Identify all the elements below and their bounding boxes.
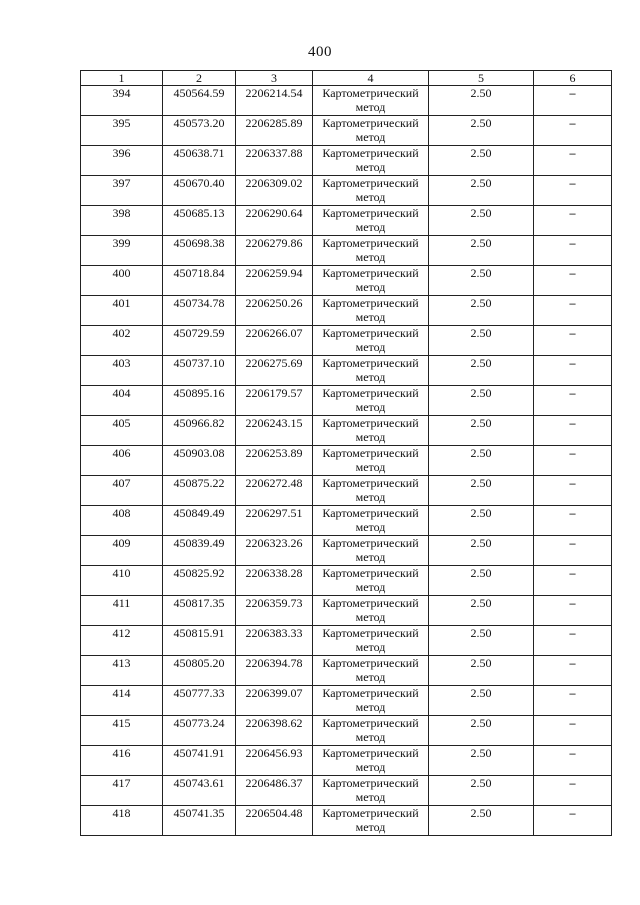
table-row (81, 86, 612, 116)
point-number-cell: 414 (81, 686, 163, 716)
point-number-cell: 401 (81, 296, 163, 326)
point-number-cell: 408 (81, 506, 163, 536)
method-cell (313, 386, 429, 416)
y-coordinate-cell: 2206179.57 (236, 386, 313, 416)
note-cell: – (534, 176, 612, 206)
method-line-2: метод (355, 730, 386, 744)
point-number-cell: 402 (81, 326, 163, 356)
table-row (81, 206, 612, 236)
note-cell: – (534, 806, 612, 836)
x-coordinate-cell: 450741.91 (163, 746, 236, 776)
table-body (81, 86, 612, 836)
note-cell: – (534, 536, 612, 566)
note-cell: – (534, 686, 612, 716)
method-line-1: Картометрический (322, 116, 419, 130)
y-coordinate-cell: 2206250.26 (236, 296, 313, 326)
point-number-cell: 398 (81, 206, 163, 236)
point-number-cell: 409 (81, 536, 163, 566)
point-number-cell: 412 (81, 626, 163, 656)
method-line-2: метод (355, 220, 386, 234)
point-number-cell: 399 (81, 236, 163, 266)
method-line-2: метод (355, 760, 386, 774)
x-coordinate-cell: 450903.08 (163, 446, 236, 476)
y-coordinate-cell: 2206359.73 (236, 596, 313, 626)
table-header (81, 71, 612, 86)
method-line-2: метод (355, 340, 386, 354)
point-number-cell: 405 (81, 416, 163, 446)
method-line-1: Картометрический (322, 536, 419, 550)
x-coordinate-cell: 450670.40 (163, 176, 236, 206)
note-cell: – (534, 776, 612, 806)
x-coordinate-cell: 450734.78 (163, 296, 236, 326)
table-row (81, 716, 612, 746)
column-header-5: 5 (429, 71, 534, 86)
accuracy-cell: 2.50 (429, 266, 534, 296)
x-coordinate-cell: 450815.91 (163, 626, 236, 656)
note-cell: – (534, 86, 612, 116)
method-line-2: метод (355, 580, 386, 594)
note-cell: – (534, 656, 612, 686)
method-line-2: метод (355, 610, 386, 624)
method-cell (313, 806, 429, 836)
method-line-1: Картометрический (322, 776, 419, 790)
note-cell: – (534, 746, 612, 776)
method-cell (313, 686, 429, 716)
accuracy-cell: 2.50 (429, 656, 534, 686)
method-cell (313, 596, 429, 626)
x-coordinate-cell: 450817.35 (163, 596, 236, 626)
method-line-1: Картометрический (322, 296, 419, 310)
y-coordinate-cell: 2206259.94 (236, 266, 313, 296)
method-cell (313, 206, 429, 236)
method-cell (313, 266, 429, 296)
accuracy-cell: 2.50 (429, 296, 534, 326)
point-number-cell: 413 (81, 656, 163, 686)
x-coordinate-cell: 450849.49 (163, 506, 236, 536)
table-row (81, 176, 612, 206)
note-cell: – (534, 626, 612, 656)
table-row (81, 356, 612, 386)
method-line-1: Картометрический (322, 356, 419, 370)
y-coordinate-cell: 2206279.86 (236, 236, 313, 266)
table-row (81, 236, 612, 266)
table-row (81, 416, 612, 446)
table-row (81, 446, 612, 476)
accuracy-cell: 2.50 (429, 416, 534, 446)
method-line-1: Картометрический (322, 146, 419, 160)
method-line-2: метод (355, 430, 386, 444)
note-cell: – (534, 356, 612, 386)
y-coordinate-cell: 2206272.48 (236, 476, 313, 506)
accuracy-cell: 2.50 (429, 206, 534, 236)
y-coordinate-cell: 2206243.15 (236, 416, 313, 446)
method-line-1: Картометрический (322, 566, 419, 580)
table-row (81, 746, 612, 776)
accuracy-cell: 2.50 (429, 716, 534, 746)
x-coordinate-cell: 450966.82 (163, 416, 236, 446)
table-row (81, 806, 612, 836)
point-number-cell: 404 (81, 386, 163, 416)
method-cell (313, 326, 429, 356)
x-coordinate-cell: 450718.84 (163, 266, 236, 296)
point-number-cell: 407 (81, 476, 163, 506)
x-coordinate-cell: 450737.10 (163, 356, 236, 386)
column-header-3: 3 (236, 71, 313, 86)
table-row (81, 506, 612, 536)
method-line-2: метод (355, 370, 386, 384)
method-line-2: метод (355, 700, 386, 714)
method-line-1: Картометрический (322, 446, 419, 460)
note-cell: – (534, 386, 612, 416)
point-number-cell: 411 (81, 596, 163, 626)
y-coordinate-cell: 2206504.48 (236, 806, 313, 836)
method-line-1: Картометрический (322, 716, 419, 730)
method-cell (313, 446, 429, 476)
method-line-1: Картометрический (322, 206, 419, 220)
accuracy-cell: 2.50 (429, 236, 534, 266)
point-number-cell: 415 (81, 716, 163, 746)
method-line-1: Картометрический (322, 686, 419, 700)
table-row (81, 776, 612, 806)
note-cell: – (534, 206, 612, 236)
x-coordinate-cell: 450564.59 (163, 86, 236, 116)
method-line-2: метод (355, 460, 386, 474)
accuracy-cell: 2.50 (429, 626, 534, 656)
point-number-cell: 403 (81, 356, 163, 386)
method-line-2: метод (355, 640, 386, 654)
method-line-1: Картометрический (322, 656, 419, 670)
y-coordinate-cell: 2206398.62 (236, 716, 313, 746)
note-cell: – (534, 236, 612, 266)
table-row (81, 146, 612, 176)
y-coordinate-cell: 2206337.88 (236, 146, 313, 176)
x-coordinate-cell: 450773.24 (163, 716, 236, 746)
table-row (81, 296, 612, 326)
method-line-1: Картометрический (322, 596, 419, 610)
point-number-cell: 417 (81, 776, 163, 806)
x-coordinate-cell: 450685.13 (163, 206, 236, 236)
method-cell (313, 656, 429, 686)
method-cell (313, 776, 429, 806)
point-number-cell: 397 (81, 176, 163, 206)
x-coordinate-cell: 450741.35 (163, 806, 236, 836)
method-line-1: Картометрический (322, 626, 419, 640)
x-coordinate-cell: 450743.61 (163, 776, 236, 806)
y-coordinate-cell: 2206253.89 (236, 446, 313, 476)
x-coordinate-cell: 450777.33 (163, 686, 236, 716)
method-cell (313, 296, 429, 326)
note-cell: – (534, 416, 612, 446)
y-coordinate-cell: 2206290.64 (236, 206, 313, 236)
accuracy-cell: 2.50 (429, 116, 534, 146)
method-cell (313, 626, 429, 656)
method-cell (313, 86, 429, 116)
accuracy-cell: 2.50 (429, 146, 534, 176)
table-row (81, 386, 612, 416)
point-number-cell: 410 (81, 566, 163, 596)
table-row (81, 476, 612, 506)
x-coordinate-cell: 450573.20 (163, 116, 236, 146)
note-cell: – (534, 266, 612, 296)
accuracy-cell: 2.50 (429, 596, 534, 626)
table-row (81, 536, 612, 566)
accuracy-cell: 2.50 (429, 326, 534, 356)
accuracy-cell: 2.50 (429, 686, 534, 716)
y-coordinate-cell: 2206394.78 (236, 656, 313, 686)
note-cell: – (534, 566, 612, 596)
method-line-2: метод (355, 790, 386, 804)
table-row (81, 266, 612, 296)
method-cell (313, 746, 429, 776)
y-coordinate-cell: 2206297.51 (236, 506, 313, 536)
method-cell (313, 716, 429, 746)
accuracy-cell: 2.50 (429, 176, 534, 206)
note-cell: – (534, 596, 612, 626)
method-cell (313, 176, 429, 206)
accuracy-cell: 2.50 (429, 86, 534, 116)
method-line-1: Картометрический (322, 506, 419, 520)
table-row (81, 566, 612, 596)
y-coordinate-cell: 2206323.26 (236, 536, 313, 566)
method-line-1: Картометрический (322, 746, 419, 760)
table-row (81, 116, 612, 146)
method-line-2: метод (355, 400, 386, 414)
method-line-1: Картометрический (322, 806, 419, 820)
x-coordinate-cell: 450638.71 (163, 146, 236, 176)
point-number-cell: 394 (81, 86, 163, 116)
method-line-2: метод (355, 250, 386, 264)
accuracy-cell: 2.50 (429, 356, 534, 386)
y-coordinate-cell: 2206486.37 (236, 776, 313, 806)
method-line-2: метод (355, 310, 386, 324)
point-number-cell: 396 (81, 146, 163, 176)
x-coordinate-cell: 450895.16 (163, 386, 236, 416)
y-coordinate-cell: 2206275.69 (236, 356, 313, 386)
y-coordinate-cell: 2206214.54 (236, 86, 313, 116)
method-line-2: метод (355, 820, 386, 834)
y-coordinate-cell: 2206383.33 (236, 626, 313, 656)
point-number-cell: 406 (81, 446, 163, 476)
note-cell: – (534, 146, 612, 176)
x-coordinate-cell: 450698.38 (163, 236, 236, 266)
method-line-1: Картометрический (322, 176, 419, 190)
y-coordinate-cell: 2206266.07 (236, 326, 313, 356)
accuracy-cell: 2.50 (429, 776, 534, 806)
method-line-1: Картометрический (322, 266, 419, 280)
page-number: 400 (308, 44, 332, 60)
method-line-1: Картометрический (322, 86, 419, 100)
x-coordinate-cell: 450875.22 (163, 476, 236, 506)
note-cell: – (534, 326, 612, 356)
method-line-1: Картометрический (322, 416, 419, 430)
method-cell (313, 416, 429, 446)
coordinates-table (80, 70, 612, 836)
note-cell: – (534, 716, 612, 746)
header-row (81, 71, 612, 86)
method-line-2: метод (355, 670, 386, 684)
y-coordinate-cell: 2206456.93 (236, 746, 313, 776)
table-row (81, 656, 612, 686)
point-number-cell: 395 (81, 116, 163, 146)
method-cell (313, 506, 429, 536)
accuracy-cell: 2.50 (429, 806, 534, 836)
column-header-2: 2 (163, 71, 236, 86)
method-cell (313, 476, 429, 506)
table-row (81, 686, 612, 716)
method-cell (313, 356, 429, 386)
method-cell (313, 236, 429, 266)
note-cell: – (534, 296, 612, 326)
note-cell: – (534, 476, 612, 506)
method-cell (313, 146, 429, 176)
method-line-2: метод (355, 100, 386, 114)
column-header-1: 1 (81, 71, 163, 86)
column-header-4: 4 (313, 71, 429, 86)
method-line-1: Картометрический (322, 386, 419, 400)
method-line-2: метод (355, 130, 386, 144)
note-cell: – (534, 116, 612, 146)
method-line-2: метод (355, 160, 386, 174)
accuracy-cell: 2.50 (429, 386, 534, 416)
table-row (81, 626, 612, 656)
y-coordinate-cell: 2206285.89 (236, 116, 313, 146)
table-row (81, 326, 612, 356)
method-line-2: метод (355, 490, 386, 504)
method-line-1: Картометрический (322, 236, 419, 250)
accuracy-cell: 2.50 (429, 536, 534, 566)
accuracy-cell: 2.50 (429, 566, 534, 596)
column-header-6: 6 (534, 71, 612, 86)
point-number-cell: 400 (81, 266, 163, 296)
method-line-2: метод (355, 190, 386, 204)
method-line-2: метод (355, 520, 386, 534)
x-coordinate-cell: 450729.59 (163, 326, 236, 356)
x-coordinate-cell: 450805.20 (163, 656, 236, 686)
y-coordinate-cell: 2206309.02 (236, 176, 313, 206)
x-coordinate-cell: 450839.49 (163, 536, 236, 566)
table-row (81, 596, 612, 626)
method-line-2: метод (355, 550, 386, 564)
x-coordinate-cell: 450825.92 (163, 566, 236, 596)
note-cell: – (534, 506, 612, 536)
note-cell: – (534, 446, 612, 476)
method-line-1: Картометрический (322, 326, 419, 340)
point-number-cell: 418 (81, 806, 163, 836)
method-line-1: Картометрический (322, 476, 419, 490)
accuracy-cell: 2.50 (429, 746, 534, 776)
method-cell (313, 566, 429, 596)
accuracy-cell: 2.50 (429, 476, 534, 506)
method-line-2: метод (355, 280, 386, 294)
accuracy-cell: 2.50 (429, 506, 534, 536)
y-coordinate-cell: 2206338.28 (236, 566, 313, 596)
method-cell (313, 536, 429, 566)
accuracy-cell: 2.50 (429, 446, 534, 476)
method-cell (313, 116, 429, 146)
point-number-cell: 416 (81, 746, 163, 776)
y-coordinate-cell: 2206399.07 (236, 686, 313, 716)
